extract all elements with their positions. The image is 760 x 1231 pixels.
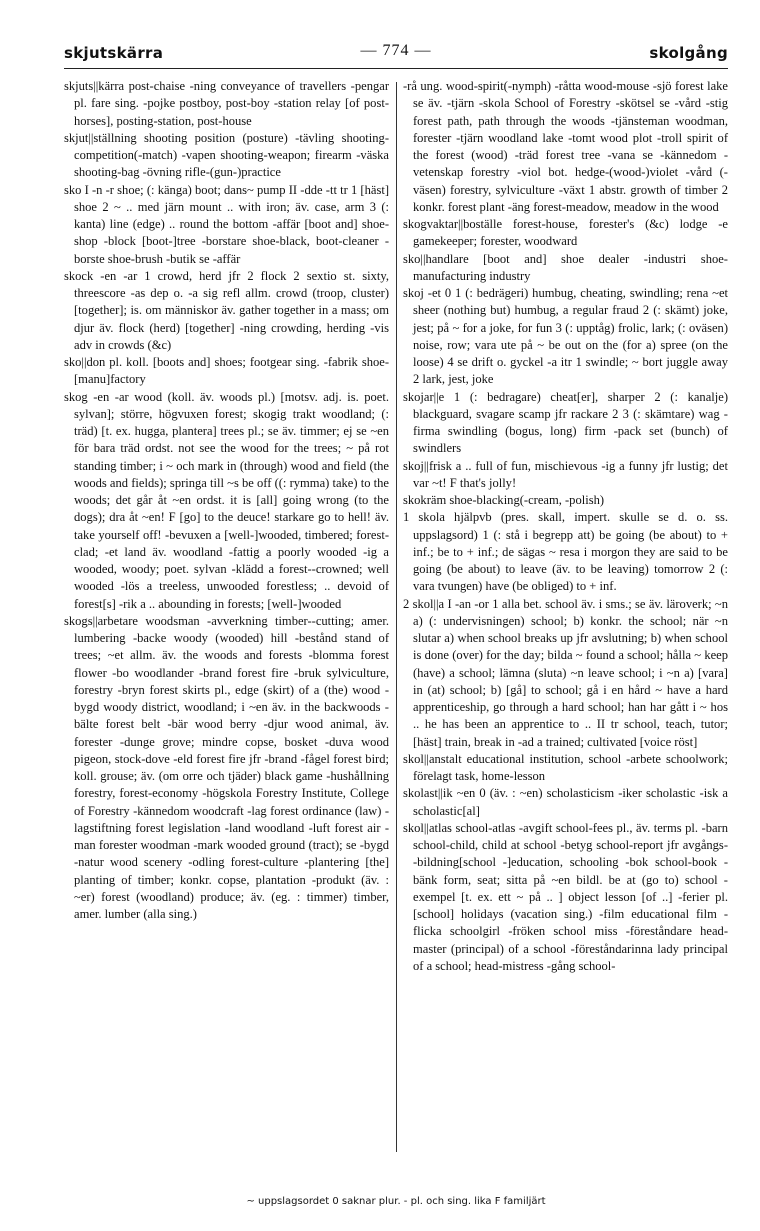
entry-skojfrisk: skoj||frisk a .. full of fun, mischievous -ig a funny jfr lustig; det var ~t! F that's jolly! [403,458,728,490]
entry-skolatlas: skol||atlas school-atlas -avgift school-fees pl., äv. terms pl. -barn school-child, child at school -betyg school-report jfr avgångs- -bildning[school -]education, schooling -bok school-book -bänk form, seat; sitta på ~en bildl. be at (go to) school -exempel [t. ex. ett ~ på .. ] object lesson [of ..] -ferier pl. [school] holidays (vacation sing.) -film educational film -flicka schoolgirl -fröken school miss -föreståndare head-master (principal) of a school -föreståndarinna lady principal of a school; head-mistress -gång school- [403,820,728,973]
entry-skogsra: -rå ung. wood-spirit(-nymph) -råtta wood-mouse -sjö forest lake se äv. -tjärn -skola School of Forestry -skötsel se -vård -stig forest path, path through the woods -tjänsteman woodman, forester -tjärn woodland lake -tomt wood plot -troll spirit of the forest (wood) -träd forest tree -vana se -kännedom -vetenskap forestry -viol bot. hedge-(wood-)violet -vård (-väsen) forestry, sylviculture -växt 1 abstr. growth of timber 2 konkr. forest plant -äng forest-meadow, meadow in the wood [403,79,728,214]
entry-skjutstallning: skjut||ställning shooting position (posture) -tävling shooting-competition(-match) -vapen shooting-weapon; firearm -väska shooting-bag -övning rifle-(gun-)practice [64,130,389,180]
guide-word-last: skolgång [649,44,728,62]
left-column [64,78,389,923]
entry-skogvaktarbostalle: skogvaktar||boställe forest-house, forester's (&c) lodge -e gamekeeper; forester, woodward [403,217,728,249]
column-divider [396,82,397,1152]
entry-skjutskarra: skjuts||kärra post-chaise -ning conveyance of travellers -pengar pl. fare sing. -pojke postboy, post-boy -station relay [of post-horses], posting-station, post-house [64,79,389,128]
abbreviation-key: ~ uppslagsordet 0 saknar plur. - pl. och sing. lika F familjärt [246,1196,546,1207]
entry-skock: skock -en -ar 1 crowd, herd jfr 2 flock 2 sextio st. sixty, threescore -as dep o. -a sig refl allm. crowd (troop, cluster) [together]; is. om människor äv. gather together in a mass; om djur äv. flock (herd) [together] -ning crowding, herding -vis adv in crowds (&c) [64,268,389,352]
entry-skojare: skojar||e 1 (: bedragare) cheat[er], sharper 2 (: kanalje) blackguard, svagare scamp jfr rackare 2 3 (: skämtare) wag -firma swindling (bogus, long) firm -pack set (bunch) of swindlers [403,389,728,456]
right-column [403,78,728,975]
entry-skohandlare: sko||handlare [boot and] shoe dealer -industri shoe-manufacturing industry [403,251,728,283]
entry-skog: skog -en -ar wood (koll. äv. woods pl.) [motsv. adj. is. poet. sylvan]; större, högvuxen forest; skogig trakt woodland; (: träd) [t. ex. hugga, plantera] trees pl.; se äv. timmer; ej se ~en för bara träd ordst. not see the wood for the trees; ~ på rot standing timber; i ~ och mark in (through) wood and field (the woods and fields); springa till ~s be off ((: rymma) take) to the woods; det går åt ~en ordst. it is [all] going wrong (to the dogs); dra åt ~en! F [go] to the deuce! starkare go to hell! äv. take yourself off! -bevuxen a [well-]wooded, timbered; forest-clad; -et land äv. woodland -fattig a poorly wooded -ig a wooded, woody; poet. sylvan -klädd a forest--crowned; well wooded -lös a treeless, unwooded forestless; .. devoid of forest[s] -rik a .. abounding in forests; [well-]wooded [64,389,389,611]
guide-word-first: skjutskärra [64,44,164,62]
page-number: — 774 — [360,42,432,59]
entry-2-skola: 2 skol||a I -an -or 1 alla bet. school äv. i sms.; se äv. läroverk; ~n a) (: undervisningen) school; b) konkr. the school; när ~n slutar a) when school breaks up jfr avslutning; b) when school is done (over) for the day; bilda ~ found a school; hålla ~ keep (have) a school; lämna (sluta) ~n leave school; i ~n a) [vara] in (at) school; b) [gå] to school; gå i en hård ~ have a hard apprenticeship, go through a hard school; han har gått i ~ hos .. he has been an apprentice to .. II tr school, teach, tutor; [häst] train, break in -ad a trained; cultivated [voice röst] [403,596,728,749]
entry-skokram: skokräm shoe-blacking(-cream, -polish) [403,493,605,507]
entry-skolanstalt: skol||anstalt educational institution, school -arbete schoolwork; förelagt task, home-lesson [403,751,728,783]
entry-skoj: skoj -et 0 1 (: bedrägeri) humbug, cheating, swindling; rena ~et sheer (nothing but) humbug, a regular fraud 2 (: skämt) joke, jest; på ~ for a joke, for fun 3 (: upptåg) frolic, lark; (: oväsen) noise, row; vara ute på ~ be out on the (for a) spree (on the loose) 4 se drift o. gyckel -a itr 1 swindle; ~ bort juggle away 2 lark, jest, joke [403,286,728,387]
page-header [64,38,728,69]
entry-skolastik: skolast||ik ~en 0 (äv. : ~en) scholasticism -iker scholastic -isk a scholastic[al] [403,786,728,818]
entry-skodon: sko||don pl. koll. [boots and] shoes; footgear sing. -fabrik shoe-[manu]factory [64,355,389,387]
entry-columns [64,78,728,1158]
entry-sko: sko I -n -r shoe; (: känga) boot; dans~ pump II -dde -tt tr 1 [häst] shoe 2 ~ .. med järn mount .. with iron; äv. case, arm 3 (: kanta) line (edge) .. round the bottom -affär [boot and] shoe-shop -block [boot-]tree -borstare shoe-black, boot-cleaner -borste shoe-brush -butik se -affär [64,182,389,266]
entry-skogsarbetare: skogs||arbetare woodsman -avverkning timber--cutting; amer. lumbering -backe woody (wooded) hill -bestånd stand of trees; ~et allm. äv. the woods and forests -blomma forest flower -bo woodlander -brand forest fire -bruk sylviculture, forestry -bryn forest skirts pl., edge (skirt) of a (the) wood -bygd woody district, woodland; i ~en äv. in the backwoods -bälte forest belt -bär wood berry -djur wood animal, äv. forester -dunge grove; mindre copse, bosket -duva wood pigeon, stock-dove -eld forest fire jfr -brand -fågel forest bird; koll. grouse; äv. (om orre och tjäder) black game -hushållning forestry, forest-economy -högskola Forestry Institute, College of Forestry -kännedom woodcraft -lag forest ordinance (law) -lagstiftning forest legislation -land woodland -luft forest air -man forester woodman -mark wooded ground (tract); se -bygd -natur wood scenery -odling forest-culture -plantering [the] planting of timber; konkr. copse, plantation -produkt (äv. : ~er) forest (woodland) produce; äv. (eg. : timmer) timber, amer. lumber (alla sing.) [64,613,389,921]
dictionary-page [64,38,728,1207]
entry-1-skola: 1 skola hjälpvb (pres. skall, impert. skulle se d. o. ss. uppslagsord) 1 (: stå i begrepp att) be going (be about) to + inf.; be to + inf.; de sägas ~ resa i morgon they are said to be going (be about) to leave (äv. to be leaving) tomorrow 2 (: vara tvungen) have (be obliged) to + inf. [403,510,728,594]
